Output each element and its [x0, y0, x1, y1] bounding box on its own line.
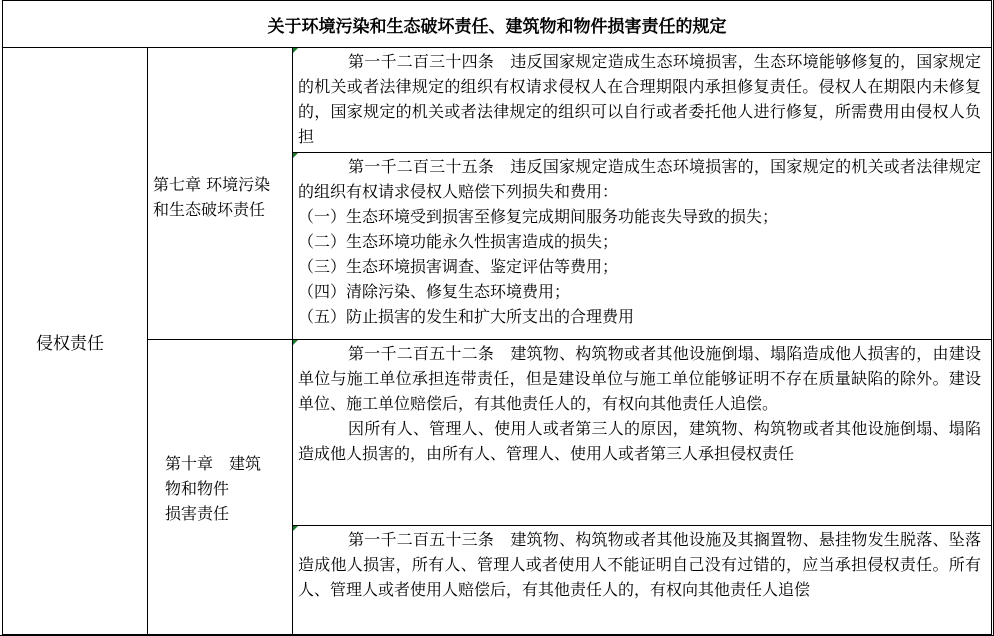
- category-cell: [2, 47, 148, 635]
- chapter-heading-line: 物和物件: [165, 479, 230, 498]
- chapter-heading-line: 第十章 建筑: [165, 454, 262, 473]
- chapter-heading-cell: [147, 339, 293, 635]
- article-list-item: （二）生态环境功能永久性损害造成的损失；: [298, 232, 619, 251]
- chapter-heading-line: 第七章 环境污染: [153, 175, 271, 194]
- article-paragraph: 第一千二百五十三条 建筑物、构筑物或者其他设施及其搁置物、悬挂物发生脱落、坠落造成他人损害，所有人、管理人或者使用人不能证明自己没有过错的，应当承担侵权责任。所有人、管理人或者使用人赔偿后，有其他责任人的，有权向其他责任人追偿: [298, 530, 981, 599]
- article-cell: [292, 525, 992, 635]
- cell-corner-marker: [293, 48, 298, 53]
- article-list-item: （四）清除污染、修复生态环境费用；: [298, 282, 571, 301]
- article-paragraph: 第一千二百三十四条 违反国家规定造成生态环境损害，生态环境能够修复的，国家规定的机关或者法律规定的组织有权请求侵权人在合理期限内承担修复责任。侵权人在期限内未修复的，国家规定的机关或者法律规定的组织可以自行或者委托他人进行修复，所需费用由侵权人负担: [298, 52, 981, 146]
- table-title: 关于环境污染和生态破坏责任、建筑物和物件损害责任的规定: [2, 0, 992, 48]
- article-cell: [292, 339, 992, 526]
- article-paragraph: 因所有人、管理人、使用人或者第三人的原因，建筑物、构筑物或者其他设施倒塌、塌陷造成他人损害的，由所有人、管理人、使用人或者第三人承担侵权责任: [298, 419, 981, 463]
- article-list-item: （一）生态环境受到损害至修复完成期间服务功能丧失导致的损失；: [298, 207, 779, 226]
- article-list-item: （五）防止损害的发生和扩大所支出的合理费用: [298, 307, 635, 326]
- category-label: 侵权责任: [36, 333, 104, 354]
- article-paragraph: 第一千二百三十五条 违反国家规定造成生态环境损害的，国家规定的机关或者法律规定的组织有权请求侵权人赔偿下列损失和费用：: [298, 157, 981, 201]
- cell-corner-marker: [293, 340, 298, 345]
- cell-corner-marker: [293, 153, 298, 158]
- chapter-heading-line: 和生态破坏责任: [153, 200, 266, 219]
- article-cell: [292, 47, 992, 153]
- article-paragraph: 第一千二百五十二条 建筑物、构筑物或者其他设施倒塌、塌陷造成他人损害的，由建设单位与施工单位承担连带责任，但是建设单位与施工单位能够证明不存在质量缺陷的除外。建设单位、施工单位赔偿后，有其他责任人的，有权向其他责任人追偿。: [298, 344, 981, 413]
- article-list-item: （三）生态环境损害调查、鉴定评估等费用；: [298, 257, 619, 276]
- chapter-heading-line: 损害责任: [165, 504, 230, 523]
- chapter-heading-cell: [147, 47, 293, 340]
- article-cell: [292, 152, 992, 340]
- cell-corner-marker: [293, 526, 298, 531]
